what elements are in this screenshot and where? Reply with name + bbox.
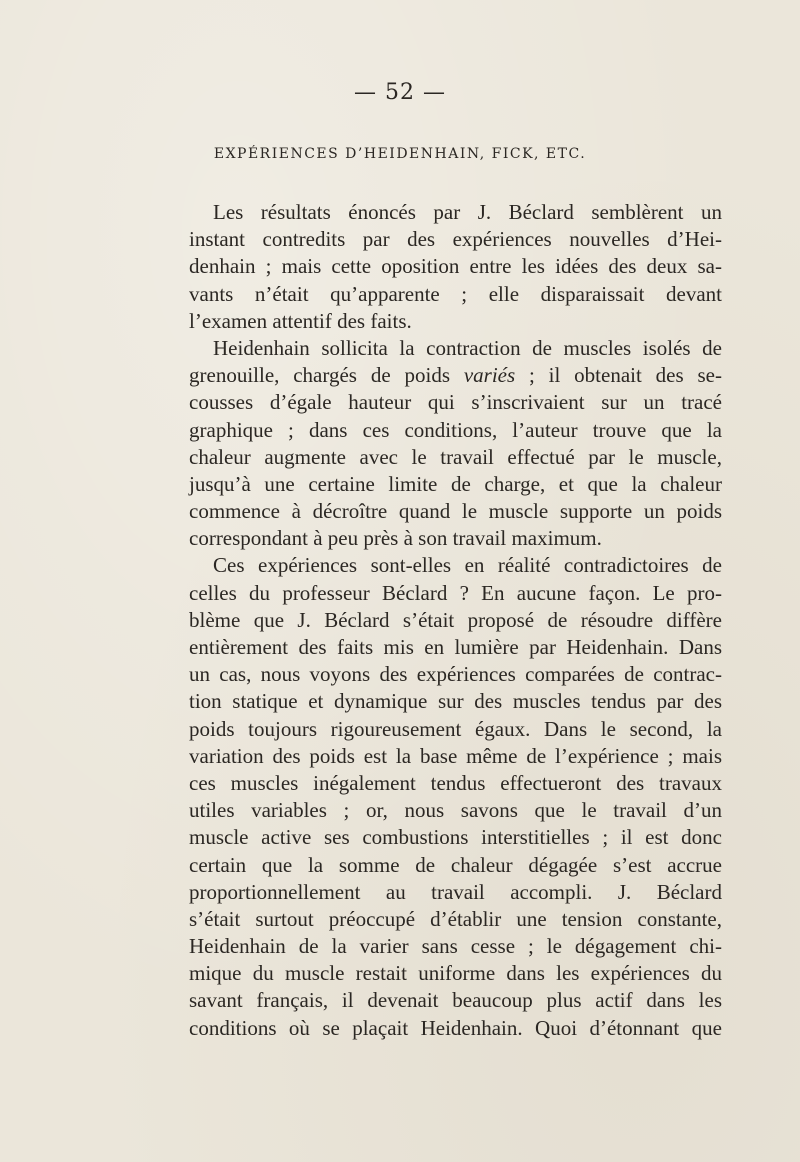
text-line: denhain ; mais cette oposition entre les idées des deux sa- [189,254,722,279]
text-line: instant contredits par des expériences nouvelles d’Hei- [189,227,722,252]
text-line: s’était surtout préoccupé d’établir une tension constante, [189,906,722,931]
emphasis-text: variés [463,363,516,388]
text-line: celles du professeur Béclard ? En aucune façon. Le pro- [189,580,722,605]
text-line: Heidenhain de la varier sans cesse ; le dégagement chi- [189,934,722,959]
text-line: vants n’était qu’apparente ; elle disparaissait devant [189,281,722,306]
text-line: conditions où se plaçait Heidenhain. Quoi d’étonnant que [189,1015,722,1040]
text-line: un cas, nous voyons des expériences comparées de contrac- [189,662,722,687]
text-line: certain que la somme de chaleur dégagée s’est accrue [189,852,722,877]
text-line: l’examen attentif des faits. [189,308,412,333]
text-line: grenouille, chargés de poids variés ; il obtenait des se- [189,363,722,388]
page-number: — 52 — [354,80,446,105]
text-line: entièrement des faits mis en lumière par Heidenhain. Dans [189,635,722,659]
text-line: correspondant à peu près à son travail maximum. [189,526,602,551]
text-line: savant français, il devenait beaucoup plus actif dans les [189,988,722,1013]
text-line: Les résultats énoncés par J. Béclard semblèrent un [213,200,722,224]
body-text [189,199,722,1042]
text-line: Heidenhain sollicita la contraction de muscles isolés de [213,335,722,360]
text-line: chaleur augmente avec le travail effectué par le muscle, [189,444,722,469]
text-line: muscle active ses combustions interstitielles ; il est donc [189,825,722,850]
text-line: commence à décroître quand le muscle supporte un poids [189,499,722,524]
text-line: ces muscles inégalement tendus effectueront des travaux [189,770,722,795]
text-line: graphique ; dans ces conditions, l’auteur trouve que la [189,417,722,442]
text-line: blème que J. Béclard s’était proposé de résoudre diffère [189,607,722,632]
text-line: tion statique et dynamique sur des muscles tendus par des [189,689,722,714]
text-line: poids toujours rigoureusement égaux. Dans le second, la [189,716,722,741]
text-line: cousses d’égale hauteur qui s’inscrivaient sur un tracé [189,390,722,415]
text-line: Ces expériences sont-elles en réalité contradictoires de [213,553,722,578]
text-line: jusqu’à une certaine limite de charge, et que la chaleur [189,471,722,496]
text-line: proportionnellement au travail accompli. J. Béclard [189,879,722,904]
text-line: variation des poids est la base même de l’expérience ; mais [189,743,722,768]
text-line: utiles variables ; or, nous savons que le travail d’un [189,798,722,823]
text-line: mique du muscle restait uniforme dans les expériences du [189,961,722,986]
running-head: EXPÉRIENCES D’HEIDENHAIN, FICK, ETC. [213,146,587,162]
